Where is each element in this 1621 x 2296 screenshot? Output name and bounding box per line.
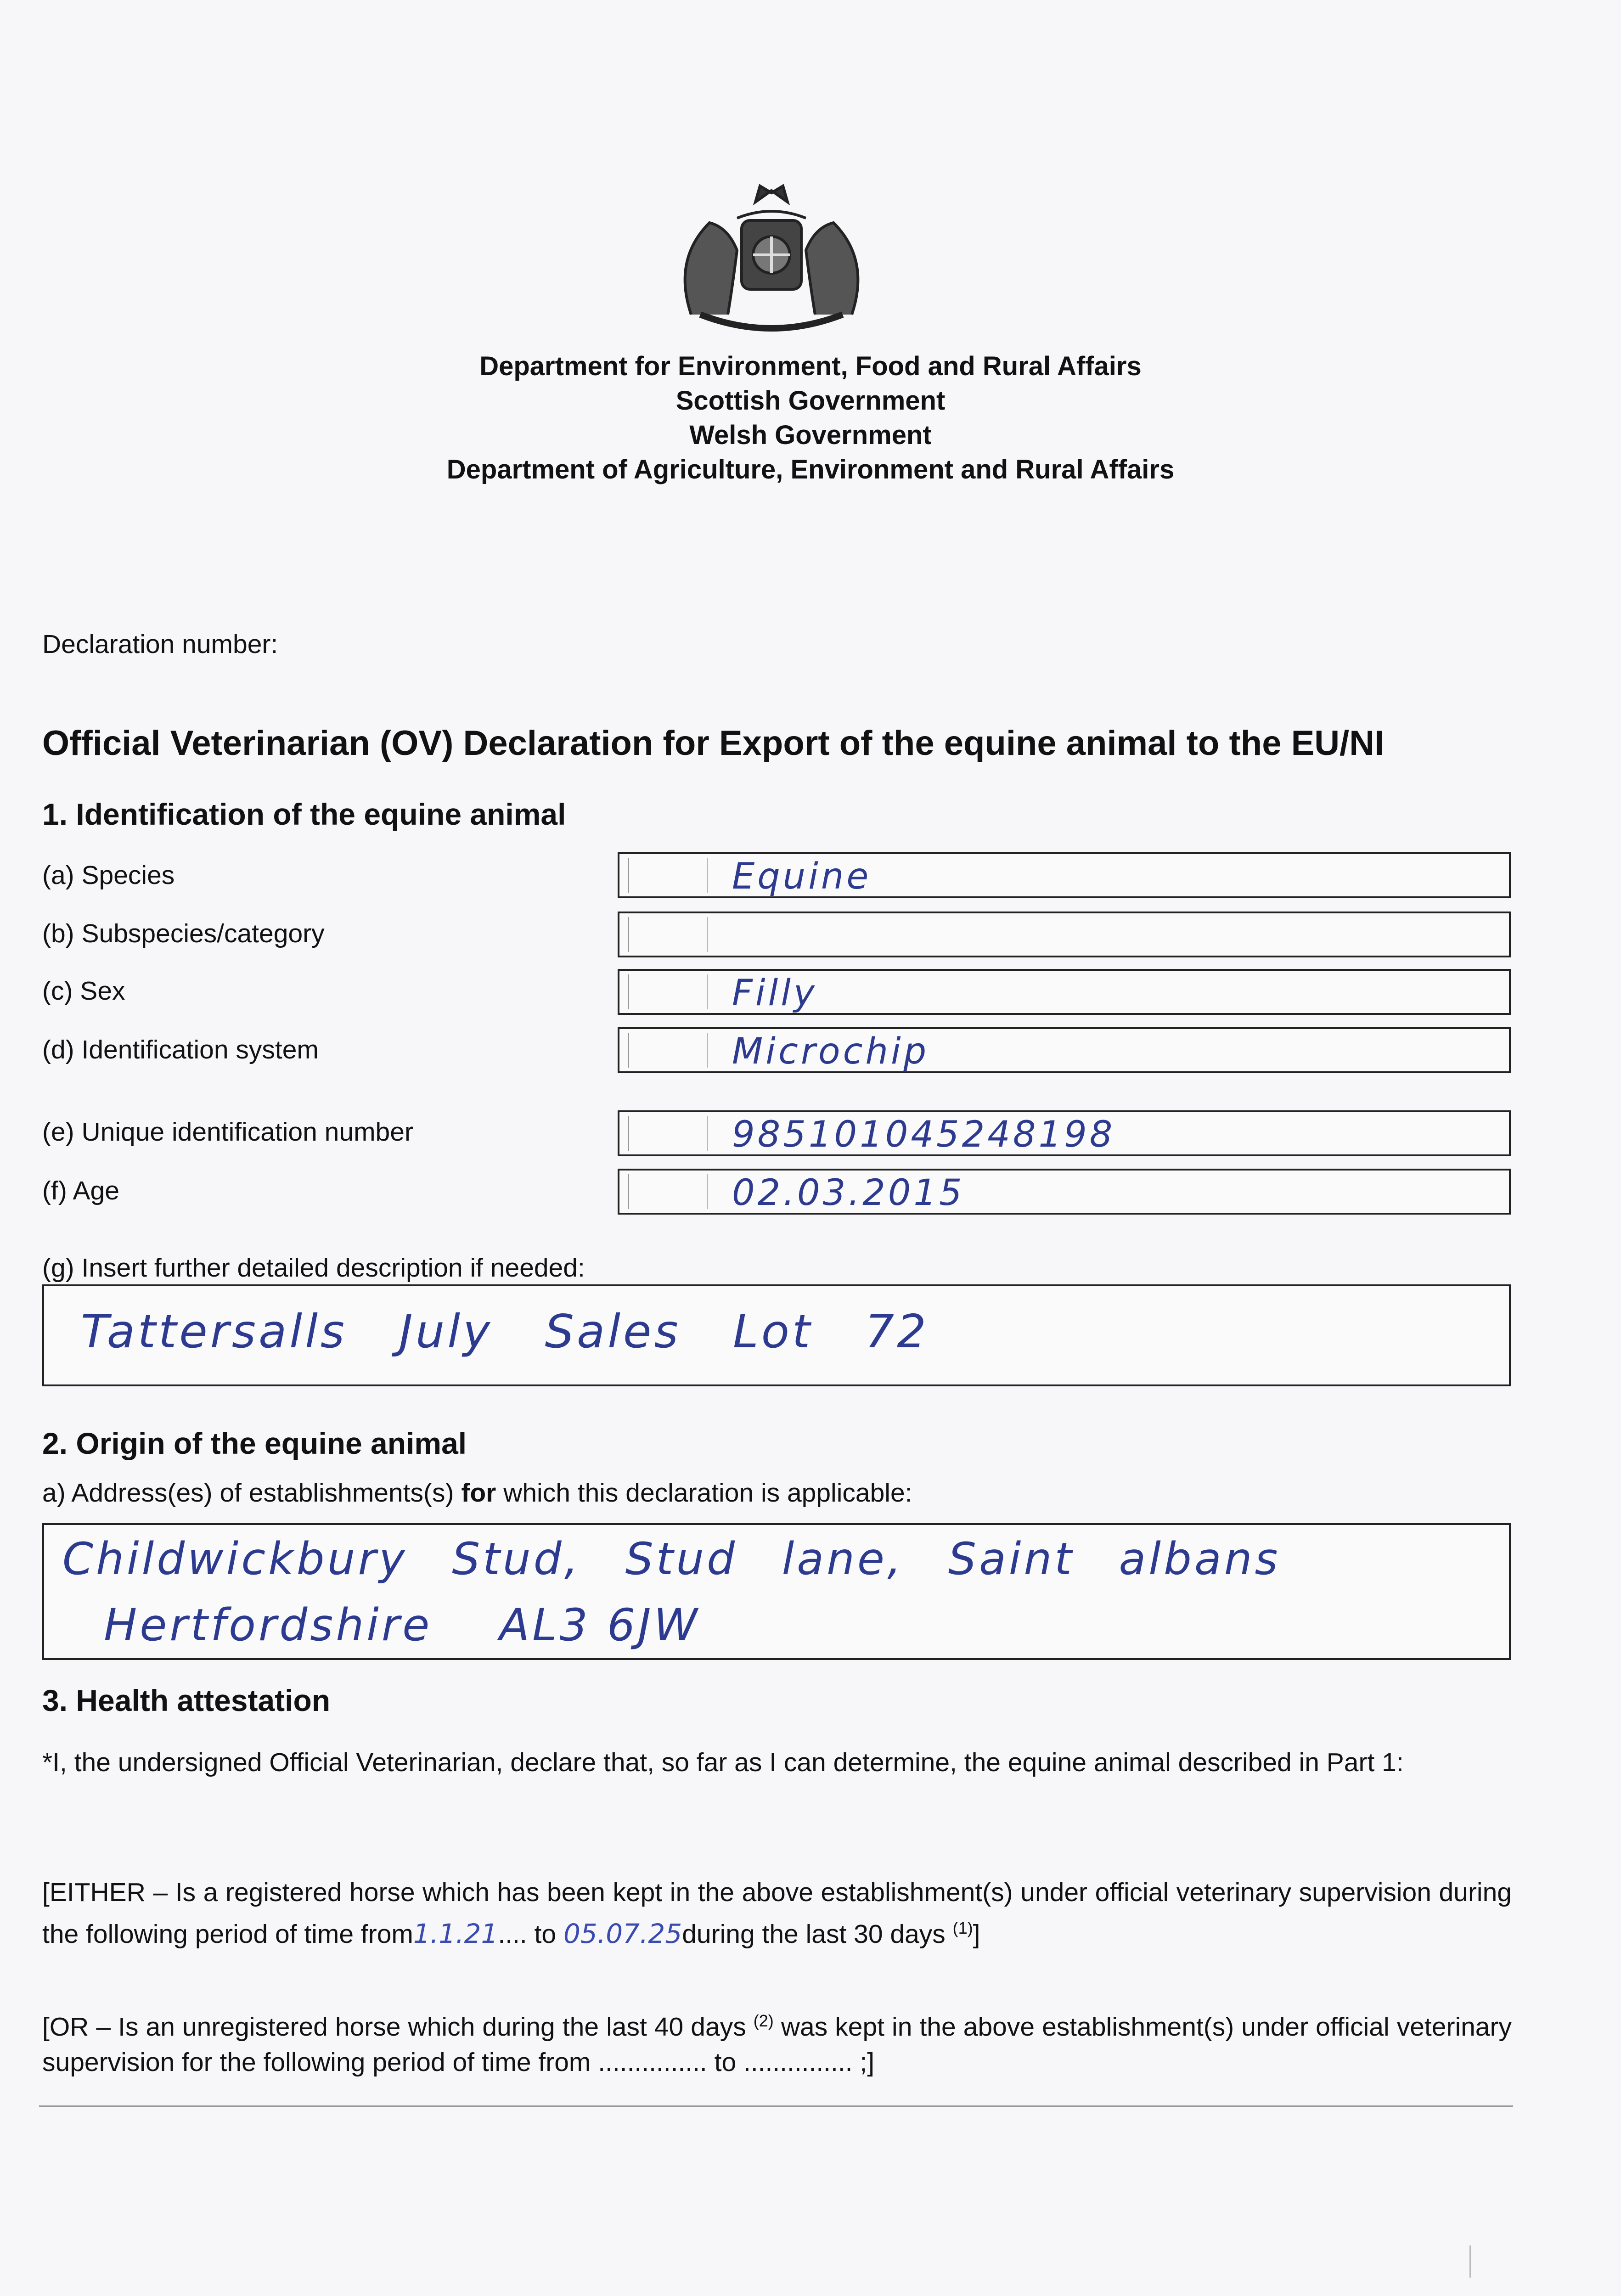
either-clause: [EITHER – Is a registered horse which has been kept in the above establishment(s) under official veterinary supervision during the following period of time from1.1.21.... to 05.07.25during the last 30 days $^{(1)}$] — [42, 1878, 1512, 1949]
further-description-field[interactable] — [42, 1284, 1511, 1386]
species-value: Equine — [732, 856, 872, 897]
sex-field[interactable] — [618, 969, 1511, 1015]
health-attestation-intro: *I, the undersigned Official Veterinarian, declare that, so far as I can determine, the equine animal described in Part 1: — [42, 1748, 1404, 1777]
address-label: a) Address(es) of establishments(s) for which this declaration is applicable: — [42, 1478, 912, 1508]
address-field[interactable] — [42, 1523, 1511, 1660]
age-field[interactable] — [618, 1169, 1511, 1215]
address-line-1: Childwickbury Stud, Stud lane, Saint albans — [62, 1533, 1281, 1585]
unique-id-label: (e) Unique identification number — [42, 1117, 413, 1147]
identification-system-label: (d) Identification system — [42, 1035, 319, 1064]
identification-system-value: Microchip — [732, 1031, 929, 1072]
either-to-date: 05.07.25 — [563, 1918, 682, 1949]
royal-coat-of-arms-logo — [664, 177, 879, 340]
section2-heading: 2. Origin of the equine animal — [42, 1426, 467, 1460]
dept-line-3: Welsh Government — [689, 420, 932, 450]
or-clause: [OR – Is an unregistered horse which during the last 40 days $^{(2)}$ was kept in the above establishment(s) under official veterinary supervision for the following period of time from ............... to ............... ;] — [42, 2011, 1512, 2077]
page-title: Official Veterinarian (OV) Declaration for Export of the equine animal to the EU/NI — [42, 724, 1385, 763]
sex-value: Filly — [732, 973, 818, 1014]
identification-system-field[interactable] — [618, 1027, 1511, 1073]
dept-line-4: Department of Agriculture, Environment and Rural Affairs — [446, 455, 1175, 484]
unique-id-value: 985101045248198 — [732, 1114, 1115, 1155]
page-divider — [39, 2105, 1513, 2107]
species-field[interactable] — [618, 852, 1511, 898]
further-description-label: (g) Insert further detailed description if needed: — [42, 1253, 585, 1283]
species-label: (a) Species — [42, 861, 175, 890]
either-from-date: 1.1.21 — [413, 1918, 498, 1949]
subspecies-field[interactable] — [618, 912, 1511, 957]
dept-line-2: Scottish Government — [675, 386, 946, 416]
section1-heading: 1. Identification of the equine animal — [42, 797, 566, 831]
dept-line-1: Department for Environment, Food and Rural Affairs — [479, 351, 1142, 381]
sex-label: (c) Sex — [42, 976, 125, 1006]
unique-id-field[interactable] — [618, 1110, 1511, 1156]
further-description-value: Tattersalls July Sales Lot 72 — [81, 1305, 929, 1358]
age-value: 02.03.2015 — [732, 1172, 965, 1214]
age-label: (f) Age — [42, 1176, 119, 1205]
declaration-number-label: Declaration number: — [42, 630, 278, 659]
scan-mark — [1469, 2245, 1471, 2278]
subspecies-label: (b) Subspecies/category — [42, 919, 325, 948]
section3-heading: 3. Health attestation — [42, 1683, 331, 1717]
address-line-2: Hertfordshire AL3 6JW — [104, 1599, 700, 1651]
